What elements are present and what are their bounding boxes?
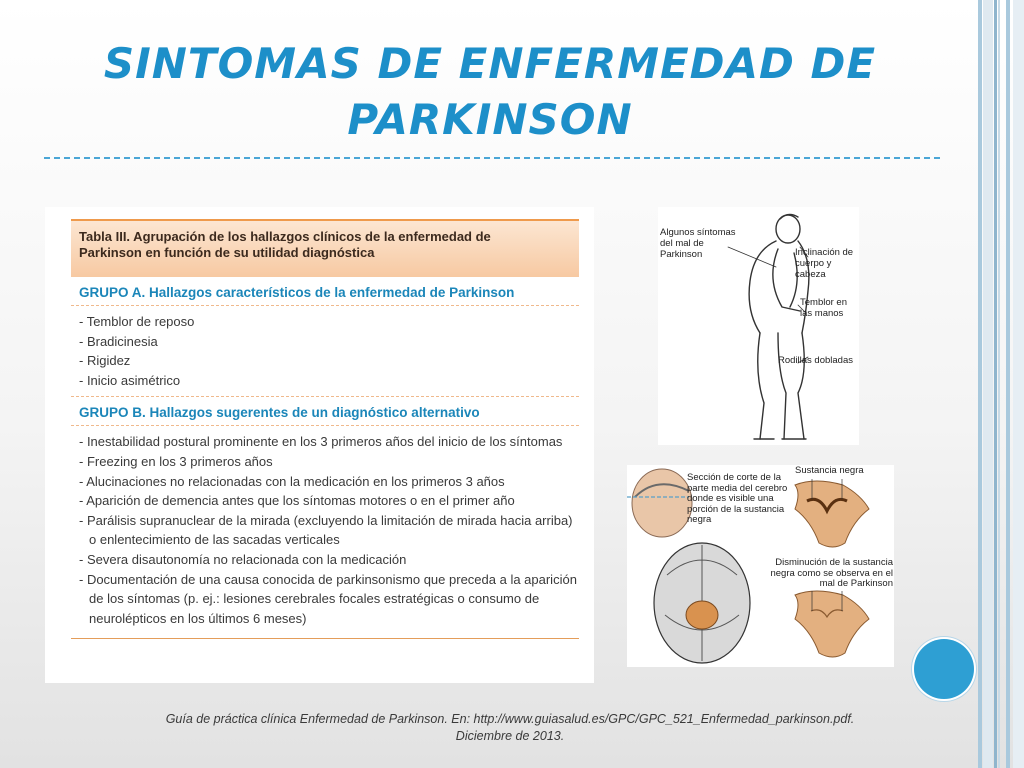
title-divider bbox=[44, 157, 940, 159]
group-a-heading: GRUPO A. Hallazgos característicos de la enfermedad de Parkinson bbox=[71, 277, 579, 306]
decor-stripe bbox=[1006, 0, 1010, 768]
decor-circle bbox=[914, 639, 974, 699]
label-sintomas: Algunos síntomas del mal de Parkinson bbox=[660, 227, 736, 260]
group-b-heading: GRUPO B. Hallazgos sugerentes de un diagnóstico alternativo bbox=[71, 396, 579, 426]
source-caption bbox=[70, 711, 950, 745]
decor-stripe bbox=[998, 0, 1000, 768]
list-item: - Temblor de reposo bbox=[79, 314, 195, 329]
list-item: - Documentación de una causa conocida de parkinsonismo que preceda a la aparición de los síntomas (p. ej.: lesiones cerebrales focales estratégicas o consumo de neurolépticos en los últimos 6 meses) bbox=[79, 571, 577, 626]
slide-title-line2: PARKINSON bbox=[347, 95, 633, 144]
caption-line2: Diciembre de 2013. bbox=[455, 729, 565, 743]
group-b-list bbox=[71, 426, 579, 634]
list-item: - Rigidez bbox=[79, 353, 131, 369]
table-header-line2: Parkinson en función de su utilidad diagnóstica bbox=[79, 245, 375, 260]
substantia-nigra-illustration bbox=[627, 465, 894, 667]
decor-stripe bbox=[1013, 0, 1024, 768]
parkinson-posture-illustration bbox=[658, 207, 859, 445]
label-disminucion: Disminución de la sustancia negra como se observa en el mal de Parkinson bbox=[770, 557, 893, 589]
decor-stripe bbox=[978, 0, 982, 768]
findings-table-image bbox=[45, 207, 594, 683]
list-item: - Alucinaciones no relacionadas con la medicación en los primeros 3 años bbox=[79, 473, 505, 489]
list-item: - Freezing en los 3 primeros años bbox=[79, 453, 273, 469]
group-a-list bbox=[71, 306, 579, 396]
slide-title-line1: SINTOMAS DE ENFERMEDAD DE bbox=[103, 39, 877, 88]
list-item: - Inicio asimétrico bbox=[79, 372, 181, 388]
list-item: - Bradicinesia bbox=[79, 333, 158, 349]
label-seccion: Sección de corte de la parte media del cerebro donde es visible una porción de la sustancia negra bbox=[687, 472, 788, 525]
list-item: - Inestabilidad postural prominente en los 3 primeros años del inicio de los síntomas bbox=[79, 434, 563, 450]
label-rodillas: Rodillas dobladas bbox=[778, 355, 853, 366]
table-header-line1: Tabla III. Agrupación de los hallazgos clínicos de la enfermedad de bbox=[79, 229, 491, 244]
label-inclinacion: Inclinación de cuerpo y cabeza bbox=[795, 247, 854, 280]
decor-stripe bbox=[994, 0, 997, 768]
caption-line1: Guía de práctica clínica Enfermedad de Parkinson. En: http://www.guiasalud.es/GPC/GPC_521_Enfermedad_parkinson.pdf. bbox=[165, 712, 855, 726]
label-temblor: Temblor en las manos bbox=[800, 297, 847, 319]
list-item: - Severa disautonomía no relacionada con la medicación bbox=[79, 551, 407, 567]
decor-stripe bbox=[983, 0, 993, 768]
list-item: - Aparición de demencia antes que los síntomas motores o en el primer año bbox=[79, 493, 515, 509]
list-item: - Parálisis supranuclear de la mirada (excluyendo la limitación de mirada hacia arriba) o enlentecimiento de las sacadas verticales bbox=[79, 512, 573, 548]
table-header bbox=[71, 219, 579, 277]
label-sustancia-negra: Sustancia negra bbox=[795, 465, 864, 476]
slide-title bbox=[60, 36, 920, 148]
table-bottom-rule bbox=[71, 638, 579, 639]
findings-table bbox=[71, 219, 579, 639]
